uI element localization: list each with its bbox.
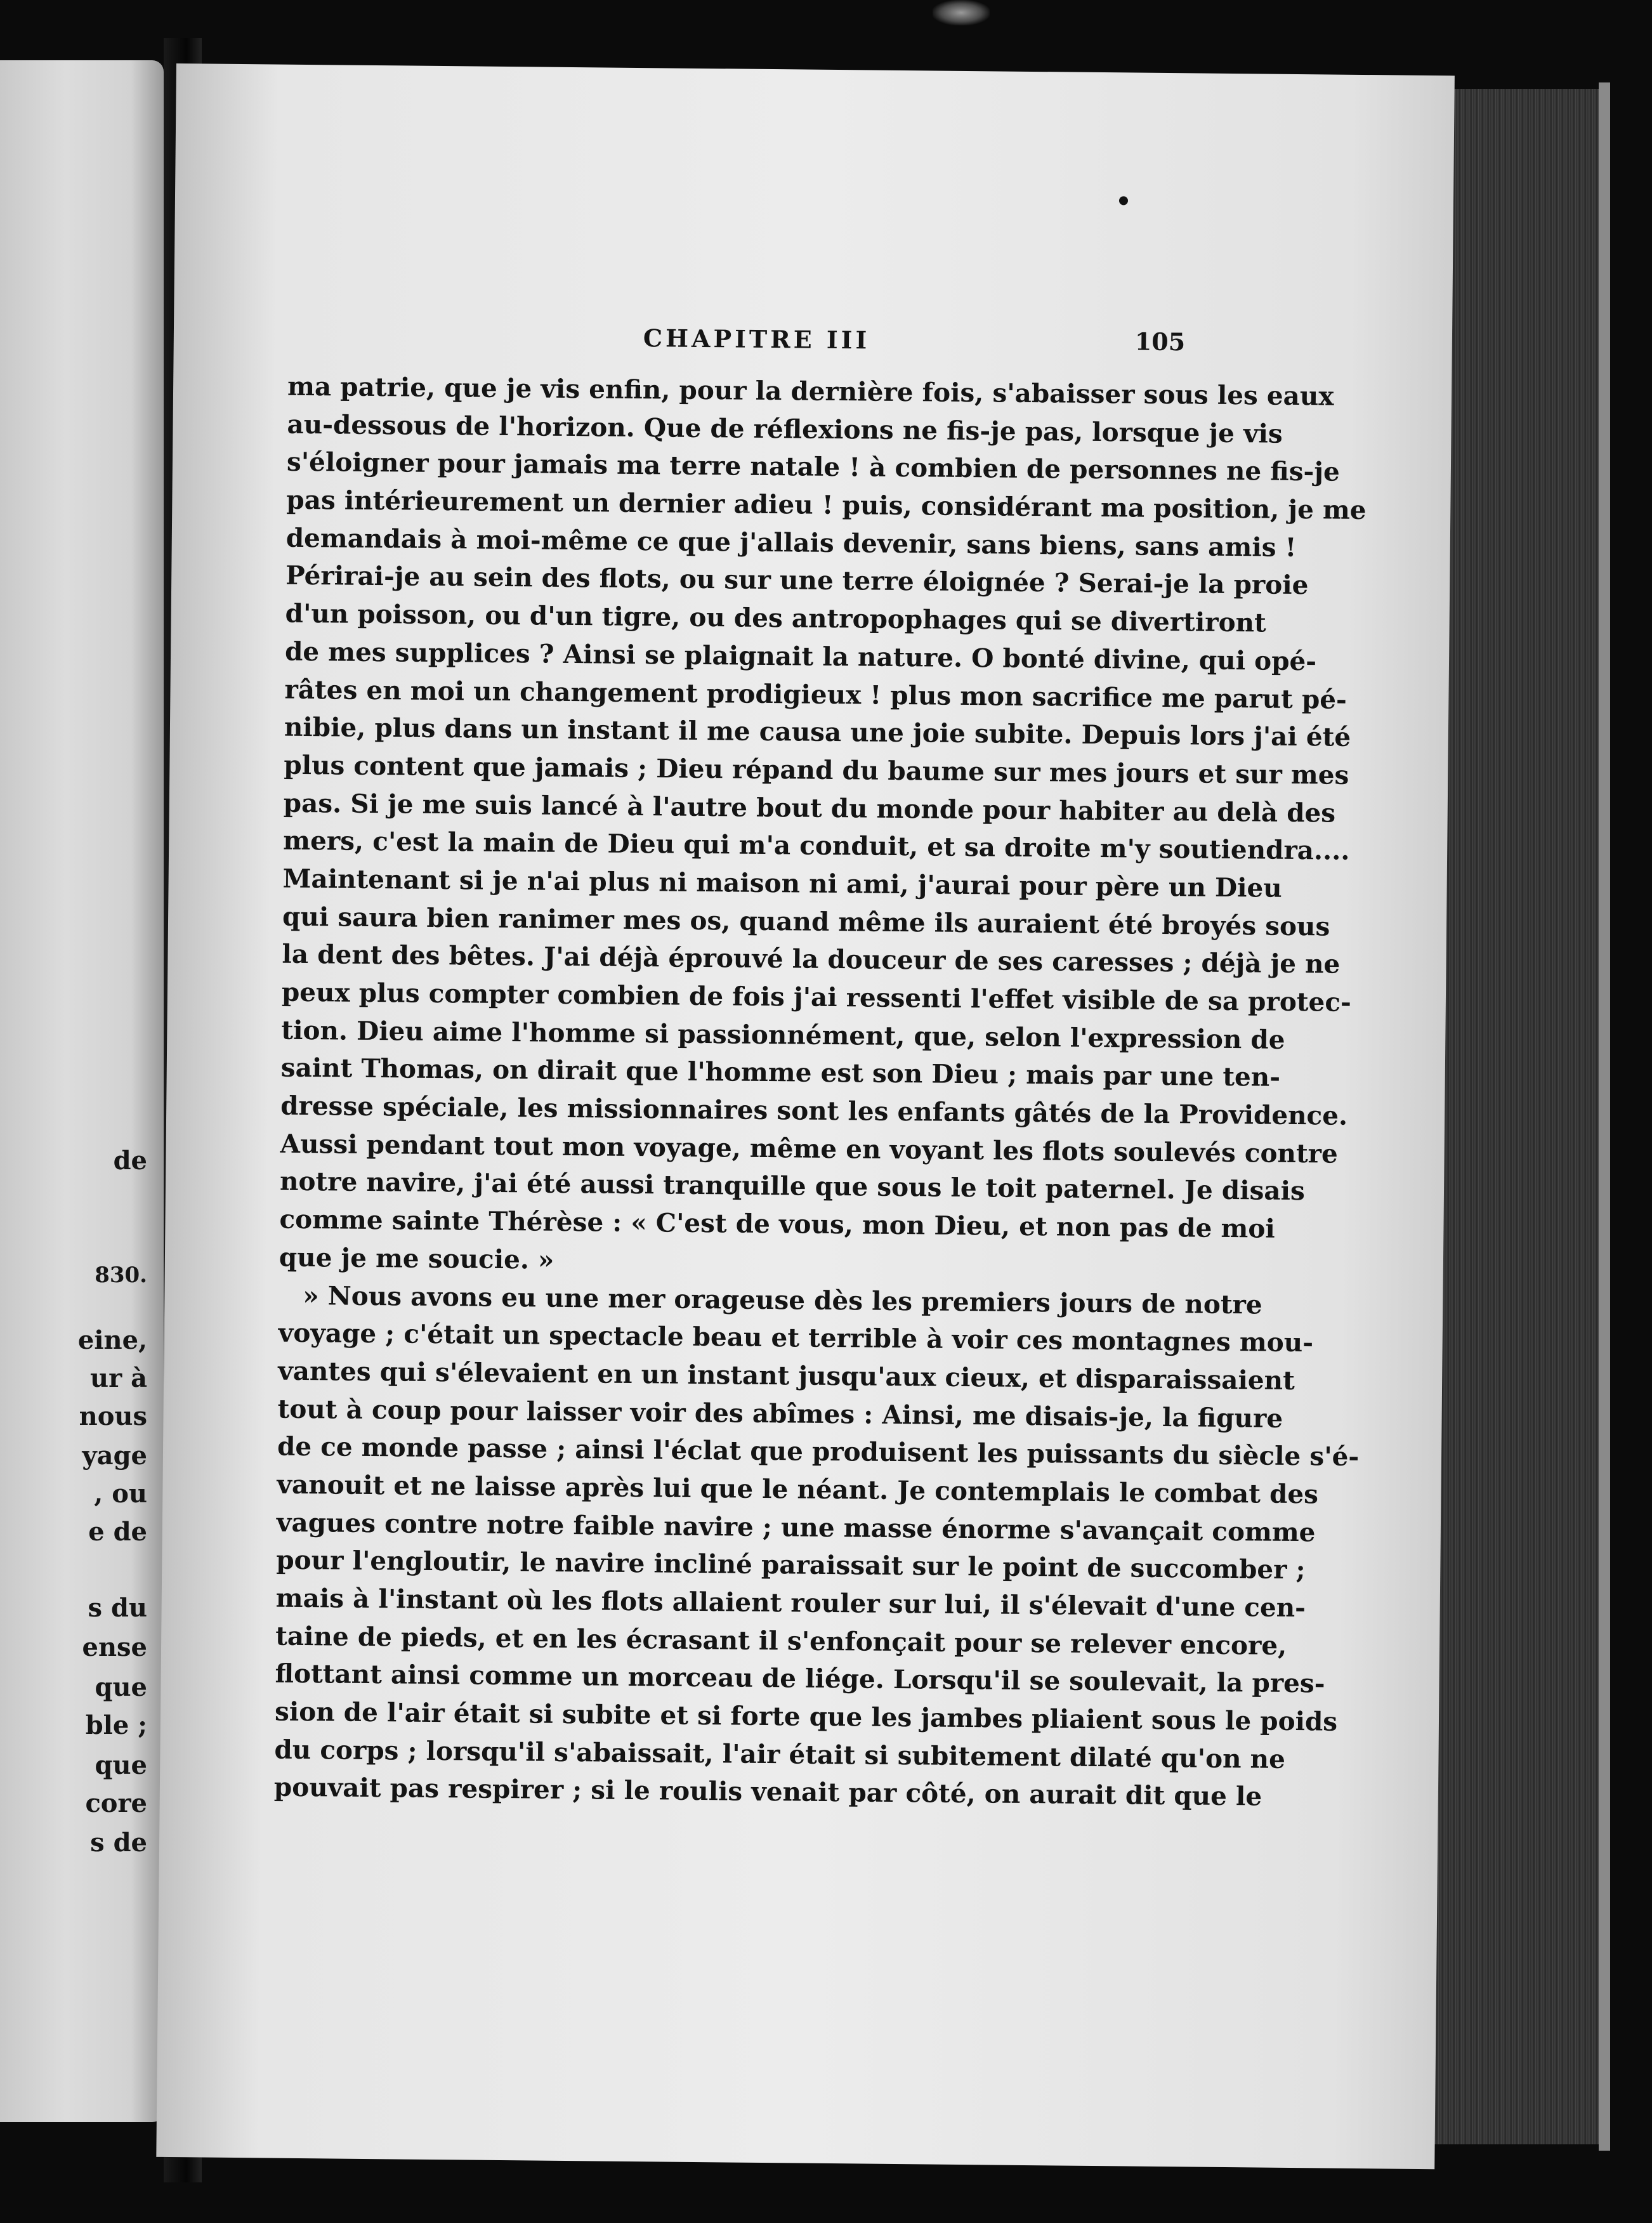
text-line: saint Thomas, on dirait que l'homme est son Dieu ; mais par une ten-: [280, 1052, 1281, 1093]
page-edges-highlight: [1599, 82, 1610, 2151]
text-line: râtes en moi un changement prodigieux ! plus mon sacrifice me parut pé-: [284, 674, 1347, 715]
text-line: sion de l'air était si subite et si forte que les jambes pliaient sous le poids: [274, 1696, 1338, 1737]
left-page-fragment: s de: [90, 1828, 147, 1858]
ink-speck: [1119, 196, 1128, 205]
left-facing-page: [0, 60, 164, 2122]
left-page-fragment: yage: [82, 1441, 147, 1471]
text-line: taine de pieds, et en les écrasant il s'enfonçait pour se relever encore,: [275, 1620, 1287, 1661]
text-line: voyage ; c'était un spectacle beau et terrible à voir ces montagnes mou-: [278, 1317, 1314, 1358]
text-line: s'éloigner pour jamais ma terre natale ! à combien de personnes ne fis-je: [286, 447, 1340, 488]
text-line: tout à coup pour laisser voir des abîmes : Ainsi, me disais-je, la figure: [277, 1393, 1283, 1434]
text-line: vantes qui s'élevaient en un instant jusqu'aux cieux, et disparaissaient: [277, 1355, 1295, 1396]
book-page: [156, 63, 1455, 2169]
text-line: Périrai-je au sein des flots, ou sur une terre éloignée ? Serai-je la proie: [285, 560, 1309, 601]
text-line: demandais à moi-même ce que j'allais devenir, sans biens, sans amis !: [285, 522, 1297, 563]
text-line: mers, c'est la main de Dieu qui m'a conduit, et sa droite m'y soutiendra....: [283, 825, 1350, 867]
left-page-fragment: 830.: [95, 1262, 147, 1288]
left-page-fragment: ur à: [90, 1363, 147, 1393]
text-line: notre navire, j'ai été aussi tranquille que sous le toit paternel. Je disais: [279, 1166, 1306, 1207]
text-line: pas. Si je me suis lancé à l'autre bout du monde pour habiter au delà des: [283, 787, 1336, 829]
text-line: » Nous avons eu une mer orageuse dès les premiers jours de notre: [303, 1280, 1262, 1320]
left-page-fragment: que: [95, 1750, 147, 1780]
left-page-fragment: core: [85, 1788, 147, 1818]
running-head: CHAPITRE III: [643, 324, 870, 355]
body-text: [273, 368, 1367, 1815]
text-line: tion. Dieu aime l'homme si passionnément, que, selon l'expression de: [281, 1014, 1285, 1055]
text-line: ma patrie, que je vis enfin, pour la dernière fois, s'abaisser sous les eaux: [287, 370, 1334, 412]
text-line: au-dessous de l'horizon. Que de réflexions ne fis-je pas, lorsque je vis: [287, 409, 1283, 449]
text-line: de mes supplices ? Ainsi se plaignait la nature. O bonté divine, qui opé-: [284, 636, 1317, 677]
text-line: dresse spéciale, les missionnaires sont les enfants gâtés de la Providence.: [280, 1090, 1348, 1131]
text-line: peux plus compter combien de fois j'ai ressenti l'effet visible de sa protec-: [281, 976, 1352, 1018]
text-line: d'un poisson, ou d'un tigre, ou des antropophages qui se divertiront: [285, 598, 1266, 638]
text-line: mais à l'instant où les flots allaient rouler sur lui, il s'élevait d'une cen-: [275, 1582, 1306, 1623]
left-page-fragment: nous: [79, 1401, 147, 1431]
text-line: pour l'engloutir, le navire incliné paraissait sur le point de succomber ;: [276, 1544, 1306, 1585]
text-line: qui saura bien ranimer mes os, quand même ils auraient été broyés sous: [282, 901, 1330, 942]
text-line: plus content que jamais ; Dieu répand du baume sur mes jours et sur mes: [284, 749, 1349, 790]
text-line: Aussi pendant tout mon voyage, même en voyant les flots soulevés contre: [280, 1128, 1339, 1169]
text-line: pas intérieurement un dernier adieu ! puis, considérant ma position, je me: [286, 484, 1367, 526]
left-page-fragment: ense: [82, 1632, 147, 1662]
page-number: 105: [1134, 327, 1186, 357]
scan-smudge: [933, 0, 990, 25]
page-header: [174, 313, 1452, 363]
left-page-fragment: s du: [88, 1593, 147, 1623]
text-line: Maintenant si je n'ai plus ni maison ni ami, j'aurai pour père un Dieu: [282, 863, 1282, 903]
left-page-fragment: e de: [88, 1517, 147, 1547]
text-line: flottant ainsi comme un morceau de liége. Lorsqu'il se soulevait, la pres-: [275, 1658, 1325, 1699]
text-line: nibie, plus dans un instant il me causa une joie subite. Depuis lors j'ai été: [284, 711, 1351, 753]
text-line: vagues contre notre faible navire ; une masse énorme s'avançait comme: [276, 1507, 1316, 1547]
text-line: pouvait pas respirer ; si le roulis venait par côté, on aurait dit que le: [273, 1772, 1262, 1812]
left-page-fragment: , ou: [94, 1479, 147, 1509]
text-line: comme sainte Thérèse : « C'est de vous, mon Dieu, et non pas de moi: [279, 1203, 1275, 1244]
left-page-fragment: eine,: [77, 1325, 147, 1355]
left-page-fragment: que: [95, 1672, 147, 1702]
text-line: que je me soucie. »: [279, 1242, 554, 1275]
left-page-fragment: ble ;: [85, 1710, 147, 1740]
text-line: la dent des bêtes. J'ai déjà éprouvé la douceur de ses caresses ; déjà je ne: [282, 938, 1341, 980]
left-page-fragment: de: [113, 1146, 147, 1176]
text-line: du corps ; lorsqu'il s'abaissait, l'air était si subitement dilaté qu'on ne: [274, 1734, 1286, 1774]
text-line: de ce monde passe ; ainsi l'éclat que produisent les puissants du siècle s'é-: [277, 1431, 1360, 1472]
text-line: vanouit et ne laisse après lui que le néant. Je contemplais le combat des: [277, 1469, 1319, 1510]
